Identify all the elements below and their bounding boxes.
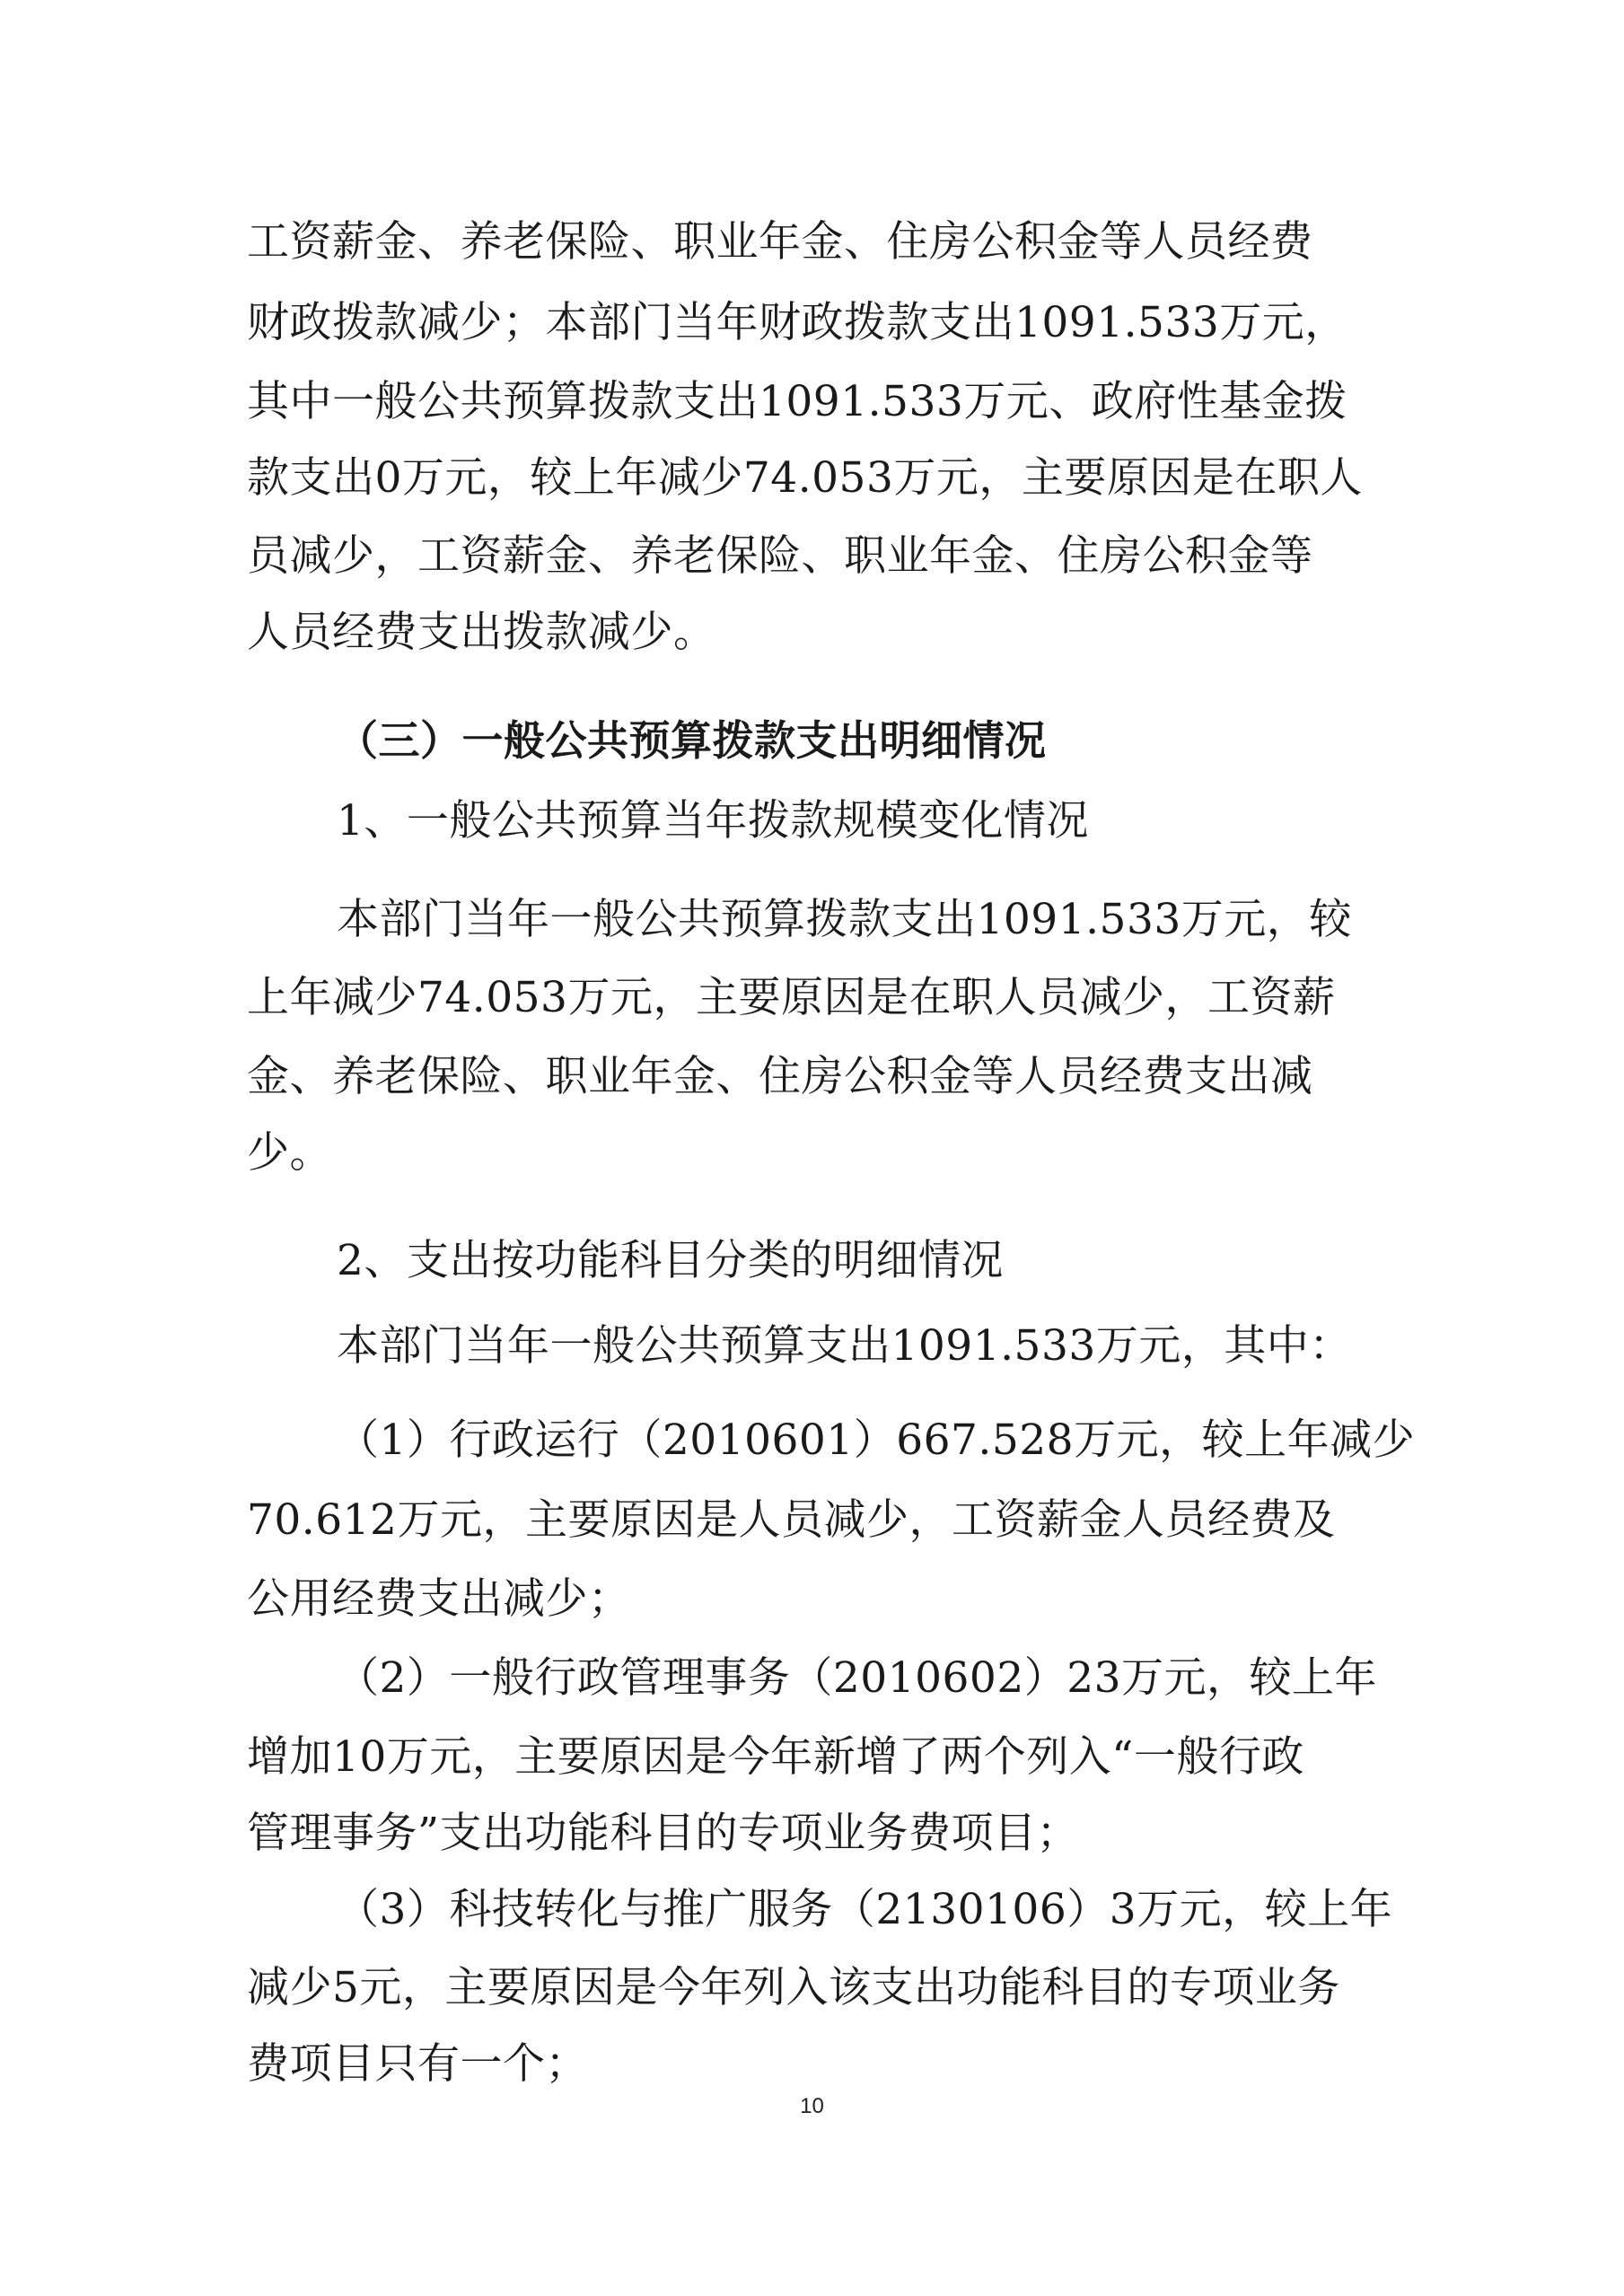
text-line: 财政拨款减少；本部门当年财政拨款支出1091.533万元， [247,298,1347,347]
text-line: 增加10万元，主要原因是今年新增了两个列入“一般行政 [247,1732,1304,1782]
text-line: （1）行政运行（2010601）667.528万元，较上年减少 [337,1415,1416,1465]
text-line: 少。 [247,1128,332,1178]
text-line: 减少5元，主要原因是今年列入该支出功能科目的专项业务 [247,1963,1340,2012]
text-line: 本部门当年一般公共预算拨款支出1091.533万元，较 [337,895,1352,944]
text-line: 上年减少74.053万元，主要原因是在职人员减少，工资薪 [247,973,1336,1022]
subsection-title: 2、支出按功能科目分类的明细情况 [337,1236,1004,1285]
text-line: 70.612万元，主要原因是人员减少，工资薪金人员经费及 [247,1495,1336,1545]
text-line: 本部门当年一般公共预算支出1091.533万元，其中： [337,1321,1352,1371]
text-line: 金、养老保险、职业年金、住房公积金等人员经费支出减 [247,1052,1313,1101]
text-line: 管理事务”支出功能科目的专项业务费项目； [247,1809,1080,1858]
text-line: （2）一般行政管理事务（2010602）23万元，较上年 [337,1653,1378,1703]
text-line: 费项目只有一个； [247,2039,588,2089]
text-line: 款支出0万元，较上年减少74.053万元，主要原因是在职人 [247,453,1363,503]
text-line: 员减少，工资薪金、养老保险、职业年金、住房公积金等 [247,531,1313,581]
text-line: 其中一般公共预算拨款支出1091.533万元、政府性基金拨 [247,377,1347,426]
text-line: （3）科技转化与推广服务（2130106）3万元，较上年 [337,1885,1393,1934]
text-line: 公用经费支出减少； [247,1574,631,1624]
section-heading: （三）一般公共预算拨款支出明细情况 [337,716,1047,765]
subsection-title: 1、一般公共预算当年拨款规模变化情况 [337,796,1089,846]
text-line: 工资薪金、养老保险、职业年金、住房公积金等人员经费 [247,217,1313,267]
page-number: 10 [800,2094,824,2118]
text-line: 人员经费支出拨款减少。 [247,608,716,657]
